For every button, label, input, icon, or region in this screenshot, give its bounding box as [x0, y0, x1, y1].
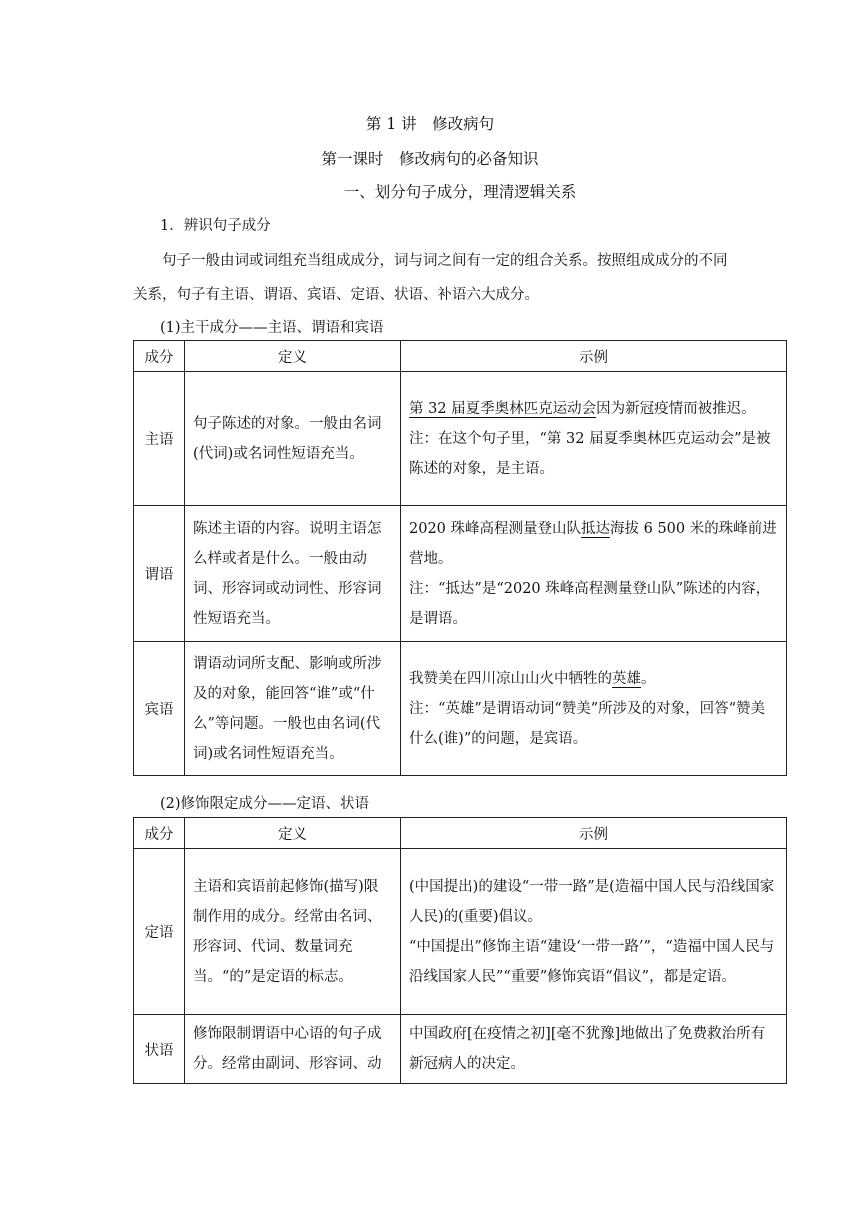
header-component: 成分 [134, 341, 185, 372]
example-text: 海拔 6 500 米的珠峰前进营地。 [409, 520, 777, 567]
example-underlined-text: 英雄 [612, 670, 641, 687]
component-name: 宾语 [134, 642, 185, 776]
example-note: “中国提出”修饰主语“建设‘一带一路’”，“造福中国人民与沿线国家人民”“重要”修饰宾语“倡议”，都是定语。 [409, 938, 775, 985]
example-underlined-text: 抵达 [581, 520, 611, 537]
example-text: 我赞美在四川凉山山火中牺牲的 [409, 670, 612, 687]
header-component: 成分 [134, 818, 185, 849]
component-example [401, 510, 786, 638]
example-note: 注：在这个句子里，“第 32 届夏季奥林匹克运动会”是被陈述的对象，是主语。 [409, 430, 771, 477]
component-definition: 陈述主语的内容。说明主语怎么样或者是什么。一般由动词、形容词或动词性、形容词性短语充当。 [193, 520, 382, 627]
example-note: 注：“抵达”是“2020 珠峰高程测量登山队”陈述的内容，是谓语。 [409, 580, 771, 627]
table-header-row [134, 341, 787, 372]
table-row [134, 849, 787, 1015]
component-example [401, 868, 786, 996]
table1-caption: (1)主干成分——主语、谓语和宾语 [160, 320, 384, 336]
component-definition: 修饰限制谓语中心语的句子成分。经常由副词、形容词、动 [193, 1026, 382, 1072]
component-example: 中国政府[在疫情之初][毫不犹豫]地做出了免费救治所有新冠病人的决定。 [409, 1026, 766, 1072]
table-row [134, 372, 787, 506]
component-name: 主语 [134, 372, 185, 506]
modifier-components-table [133, 817, 787, 1084]
example-text: (中国提出)的建设“一带一路”是(造福中国人民与沿线国家人民)的(重要)倡议。 [409, 878, 775, 925]
component-example [401, 660, 786, 758]
lecture-title: 第 1 讲 修改病句 [365, 115, 495, 133]
example-note: 注：“英雄”是谓语动词“赞美”所涉及的对象，回答“赞美什么(谁)”的问题，是宾语。 [409, 700, 766, 747]
table-row [134, 506, 787, 642]
table-row [134, 1015, 787, 1084]
component-name: 谓语 [134, 506, 185, 642]
example-underlined-text: 第 32 届夏季奥林匹克运动会 [409, 400, 597, 417]
example-text: 。 [641, 670, 656, 687]
intro-paragraph: 句子一般由词或词组充当组成成分，词与词之间有一定的组合关系。按照组成成分的不同关系，句子有主语、谓语、宾语、定语、状语、补语六大成分。 [133, 253, 728, 303]
example-text: 2020 珠峰高程测量登山队 [409, 520, 582, 537]
header-definition: 定义 [185, 341, 401, 372]
example-text: 因为新冠疫情而被推迟。 [596, 400, 756, 417]
header-definition: 定义 [185, 818, 401, 849]
component-definition: 谓语动词所支配、影响或所涉及的对象，能回答“谁”或“什么”等问题。一般也由名词(代词)或名词性短语充当。 [193, 655, 382, 762]
table-header-row [134, 818, 787, 849]
header-example: 示例 [401, 818, 787, 849]
section-title: 一、划分句子成分，理清逻辑关系 [343, 183, 577, 201]
component-definition: 句子陈述的对象。一般由名词(代词)或名词性短语充当。 [193, 415, 382, 462]
lesson-title: 第一课时 修改病句的必备知识 [321, 150, 539, 168]
table2-caption: (2)修饰限定成分——定语、状语 [160, 796, 370, 812]
component-example [401, 390, 786, 488]
component-definition: 主语和宾语前起修饰(描写)限制作用的成分。经常由名词、形容词、代词、数量词充当。“的”是定语的标志。 [193, 878, 382, 985]
main-components-table [133, 340, 787, 776]
table-row [134, 642, 787, 776]
subsection-heading: 1．辨识句子成分 [160, 218, 271, 234]
component-name: 定语 [134, 849, 185, 1015]
header-example: 示例 [401, 341, 787, 372]
component-name: 状语 [134, 1015, 185, 1084]
